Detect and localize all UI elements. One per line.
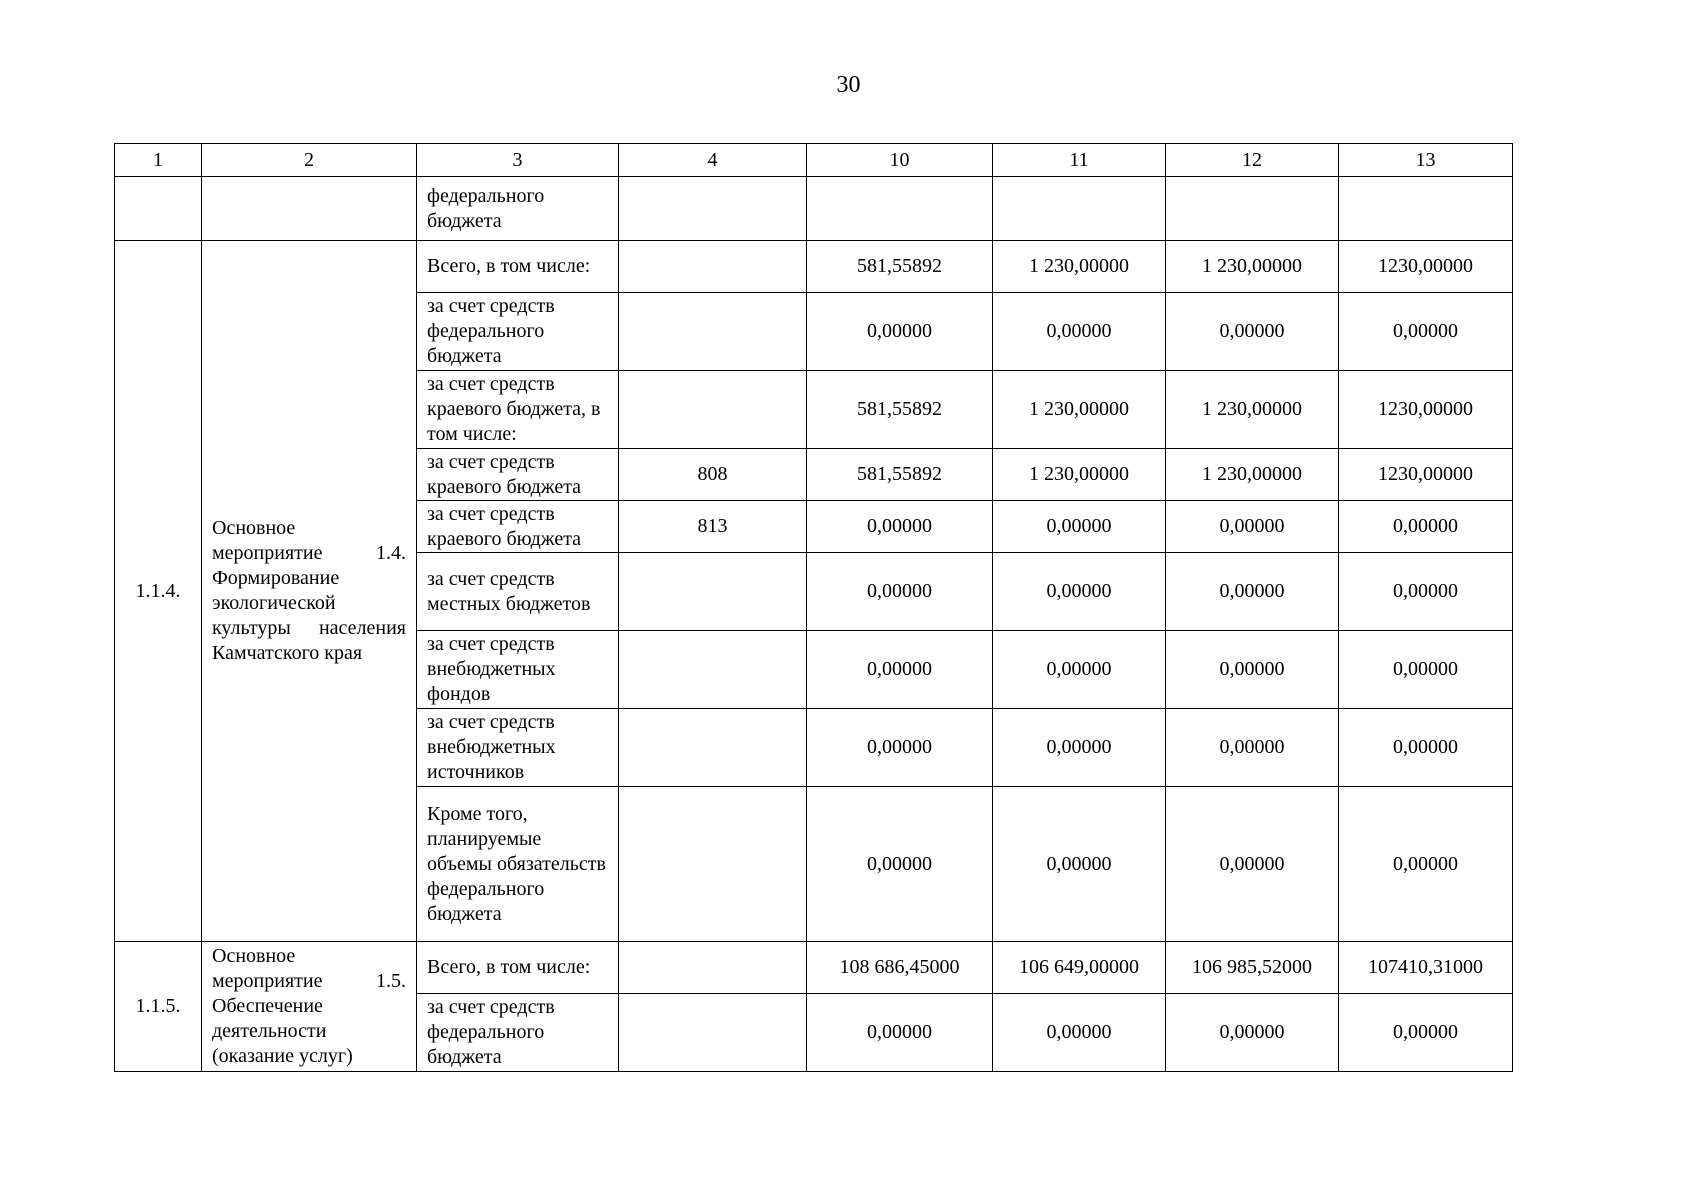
funding-source: за счет средств краевого бюджета xyxy=(417,449,619,501)
amount-cell: 1 230,00000 xyxy=(1166,371,1339,449)
amount-cell: 0,00000 xyxy=(1166,501,1339,553)
amount-cell: 0,00000 xyxy=(1339,501,1513,553)
column-header: 11 xyxy=(993,144,1166,177)
amount-cell: 0,00000 xyxy=(807,553,993,631)
funding-source: Всего, в том числе: xyxy=(417,241,619,293)
column-header: 1 xyxy=(115,144,202,177)
table-row xyxy=(115,177,1513,241)
amount-cell: 108 686,45000 xyxy=(807,942,993,994)
amount-cell: 0,00000 xyxy=(807,787,993,942)
amount-cell: 0,00000 xyxy=(807,994,993,1072)
funding-source: за счет средств местных бюджетов xyxy=(417,553,619,631)
budget-code xyxy=(619,553,807,631)
funding-source: за счет средств федерального бюджета xyxy=(417,994,619,1072)
amount-cell: 1230,00000 xyxy=(1339,371,1513,449)
budget-code xyxy=(619,371,807,449)
budget-code xyxy=(619,177,807,241)
budget-table xyxy=(114,143,1513,1072)
amount-cell: 107410,31000 xyxy=(1339,942,1513,994)
page-number: 30 xyxy=(836,72,861,98)
amount-cell: 1 230,00000 xyxy=(993,241,1166,293)
amount-cell: 0,00000 xyxy=(807,709,993,787)
amount-cell: 581,55892 xyxy=(807,241,993,293)
budget-code xyxy=(619,293,807,371)
funding-source: федерального бюджета xyxy=(417,177,619,241)
amount-cell: 106 985,52000 xyxy=(1166,942,1339,994)
budget-code xyxy=(619,994,807,1072)
amount-cell: 1230,00000 xyxy=(1339,449,1513,501)
budget-code xyxy=(619,631,807,709)
budget-code xyxy=(619,241,807,293)
funding-source: за счет средств внебюджетных фондов xyxy=(417,631,619,709)
amount-cell: 0,00000 xyxy=(1339,293,1513,371)
amount-cell: 0,00000 xyxy=(1339,631,1513,709)
amount-cell: 0,00000 xyxy=(993,293,1166,371)
amount-cell: 1 230,00000 xyxy=(1166,449,1339,501)
activity-name xyxy=(202,177,417,241)
budget-code xyxy=(619,787,807,942)
budget-code: 813 xyxy=(619,501,807,553)
amount-cell xyxy=(993,177,1166,241)
amount-cell: 0,00000 xyxy=(1339,787,1513,942)
budget-code: 808 xyxy=(619,449,807,501)
amount-cell: 1230,00000 xyxy=(1339,241,1513,293)
amount-cell: 0,00000 xyxy=(1166,293,1339,371)
table-row xyxy=(115,241,1513,293)
amount-cell xyxy=(807,177,993,241)
row-number: 1.1.5. xyxy=(115,942,202,1072)
amount-cell: 0,00000 xyxy=(993,994,1166,1072)
amount-cell: 0,00000 xyxy=(807,501,993,553)
amount-cell: 0,00000 xyxy=(1339,553,1513,631)
column-header: 12 xyxy=(1166,144,1339,177)
amount-cell: 581,55892 xyxy=(807,449,993,501)
amount-cell: 1 230,00000 xyxy=(993,449,1166,501)
row-number: 1.1.4. xyxy=(115,241,202,942)
amount-cell: 0,00000 xyxy=(1339,994,1513,1072)
column-header: 3 xyxy=(417,144,619,177)
amount-cell: 0,00000 xyxy=(1166,709,1339,787)
column-header: 2 xyxy=(202,144,417,177)
amount-cell: 0,00000 xyxy=(1166,553,1339,631)
funding-source: Всего, в том числе: xyxy=(417,942,619,994)
funding-source: Кроме того, планируемые объемы обязательств федерального бюджета xyxy=(417,787,619,942)
amount-cell: 0,00000 xyxy=(993,631,1166,709)
amount-cell: 0,00000 xyxy=(1166,631,1339,709)
amount-cell: 0,00000 xyxy=(1339,709,1513,787)
column-header: 13 xyxy=(1339,144,1513,177)
amount-cell: 0,00000 xyxy=(993,787,1166,942)
row-number xyxy=(115,177,202,241)
activity-name: Основное мероприятие 1.4. Формирование экологической культуры населения Камчатского края xyxy=(202,241,417,942)
funding-source: за счет средств федерального бюджета xyxy=(417,293,619,371)
budget-code xyxy=(619,942,807,994)
amount-cell: 0,00000 xyxy=(1166,787,1339,942)
amount-cell: 0,00000 xyxy=(993,709,1166,787)
amount-cell xyxy=(1166,177,1339,241)
amount-cell: 1 230,00000 xyxy=(993,371,1166,449)
table-header-row xyxy=(115,144,1513,177)
amount-cell: 581,55892 xyxy=(807,371,993,449)
amount-cell: 106 649,00000 xyxy=(993,942,1166,994)
column-header: 10 xyxy=(807,144,993,177)
funding-source: за счет средств краевого бюджета, в том числе: xyxy=(417,371,619,449)
amount-cell: 0,00000 xyxy=(993,553,1166,631)
amount-cell: 0,00000 xyxy=(993,501,1166,553)
amount-cell: 0,00000 xyxy=(807,293,993,371)
funding-source: за счет средств краевого бюджета xyxy=(417,501,619,553)
amount-cell xyxy=(1339,177,1513,241)
column-header: 4 xyxy=(619,144,807,177)
activity-name: Основное мероприятие 1.5. Обеспечение деятельности (оказание услуг) xyxy=(202,942,417,1072)
table-row xyxy=(115,942,1513,994)
amount-cell: 0,00000 xyxy=(1166,994,1339,1072)
amount-cell: 1 230,00000 xyxy=(1166,241,1339,293)
budget-code xyxy=(619,709,807,787)
funding-source: за счет средств внебюджетных источников xyxy=(417,709,619,787)
amount-cell: 0,00000 xyxy=(807,631,993,709)
